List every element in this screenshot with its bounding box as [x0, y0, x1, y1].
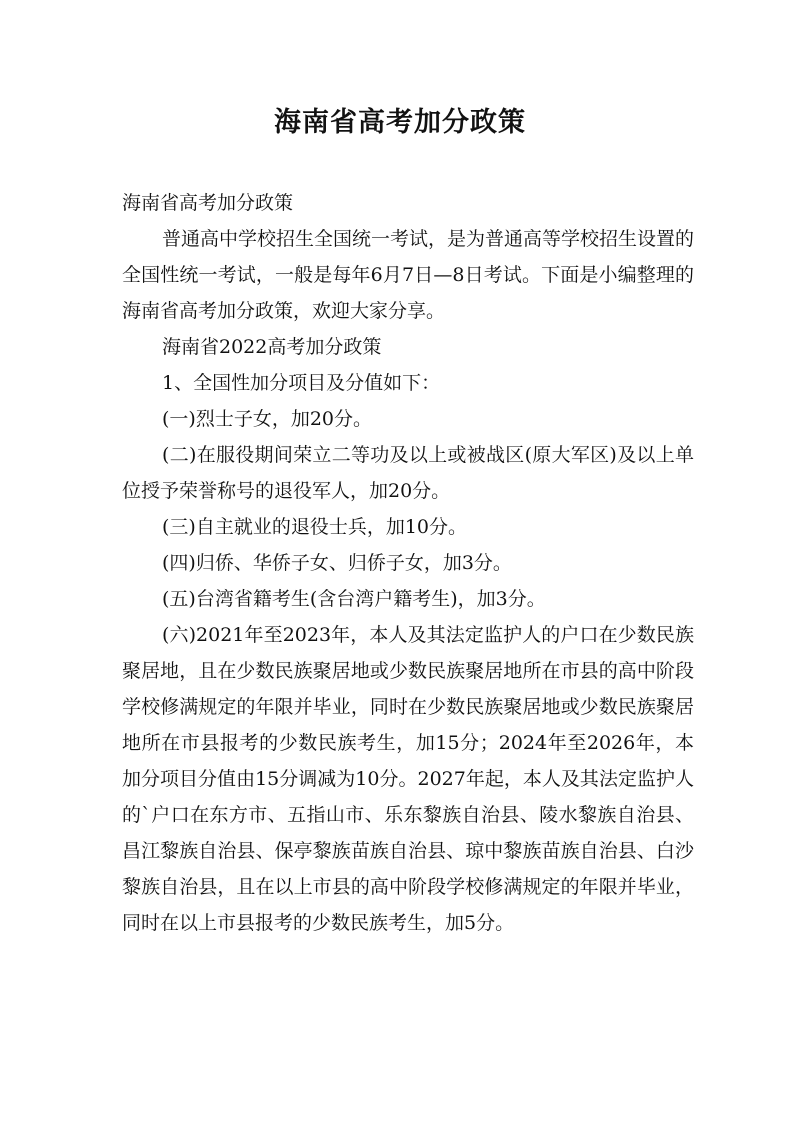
document-title: 海南省高考加分政策: [274, 107, 526, 138]
paragraph-item-b: (二)在服役期间荣立二等功及以上或被战区(原大军区)及以上单位授予荣誉称号的退役军人，加20分。: [122, 444, 694, 502]
paragraph-item-f: (六)2021年至2023年，本人及其法定监护人的户口在少数民族聚居地，且在少数民族聚居地或少数民族聚居地所在市县的高中阶段学校修满规定的年限并毕业，同时在少数民族聚居地或少数民族聚居地所在市县报考的少数民族考生，加15分；2024年至2026年，本加分项目分值由15分调减为10分。2027年起，本人及其法定监护人的`户口在东方市、五指山市、乐东黎族自治县、陵水黎族自治县、昌江黎族自治县、保亭黎族苗族自治县、琼中黎族苗族自治县、白沙黎族自治县，且在以上市县的高中阶段学校修满规定的年限并毕业，同时在以上市县报考的少数民族考生，加5分。: [122, 624, 694, 934]
paragraph-item-1: 1、全国性加分项目及分值如下：: [162, 372, 441, 394]
paragraph-subtitle: 海南省2022高考加分政策: [162, 336, 382, 358]
paragraph-heading: 海南省高考加分政策: [122, 192, 294, 214]
paragraph-item-a: (一)烈士子女，加20分。: [162, 408, 373, 430]
paragraph-item-c: (三)自主就业的退役士兵，加10分。: [162, 516, 468, 538]
paragraph-item-e: (五)台湾省籍考生(含台湾户籍考生)，加3分。: [162, 588, 546, 610]
document-body: [122, 185, 694, 941]
paragraph-item-d: (四)归侨、华侨子女、归侨子女，加3分。: [162, 552, 512, 574]
paragraph-intro: 普通高中学校招生全国统一考试，是为普通高等学校招生设置的全国性统一考试，一般是每年6月7日—8日考试。下面是小编整理的海南省高考加分政策，欢迎大家分享。: [122, 228, 695, 322]
